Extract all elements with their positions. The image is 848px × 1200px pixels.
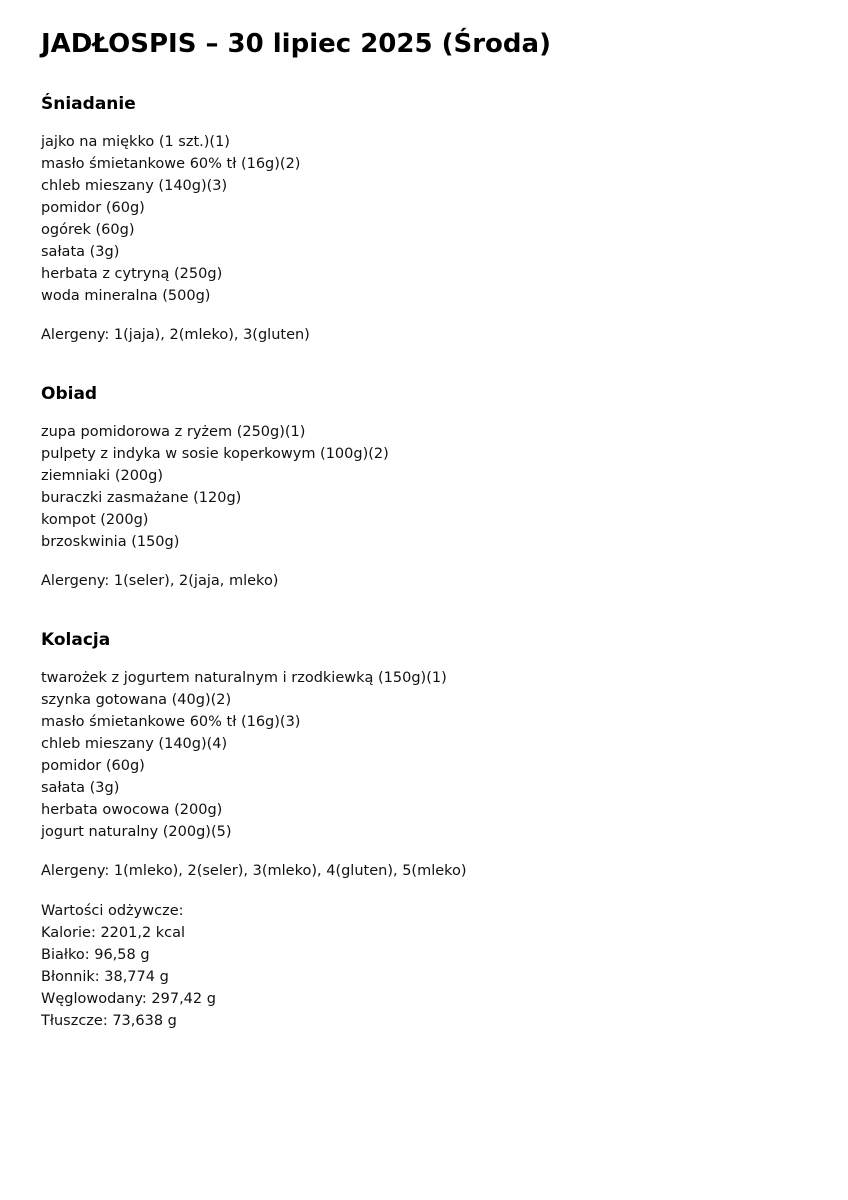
meal-items: [41, 667, 848, 843]
nutrition-value: Błonnik: 38,774 g: [41, 969, 169, 985]
list-item: ziemniaki (200g): [41, 468, 164, 484]
meal-items: [41, 421, 848, 553]
nutrition-value: Białko: 96,58 g: [41, 947, 150, 963]
list-item: pomidor (60g): [41, 758, 145, 774]
list-item: buraczki zasmażane (120g): [41, 490, 242, 506]
meal-section: [41, 93, 848, 346]
nutrition-heading: Wartości odżywcze:: [41, 903, 184, 919]
nutrition-value: Tłuszcze: 73,638 g: [41, 1013, 177, 1029]
meal-heading: Kolacja: [41, 630, 111, 650]
list-item: jajko na miękko (1 szt.)(1): [41, 134, 230, 150]
meal-section: [41, 629, 848, 882]
list-item: szynka gotowana (40g)(2): [41, 692, 232, 708]
list-item: herbata z cytryną (250g): [41, 266, 223, 282]
meal-heading: Śniadanie: [41, 94, 136, 114]
nutrition-section: [41, 900, 848, 1032]
allergens-note: Alergeny: 1(mleko), 2(seler), 3(mleko), 4(gluten), 5(mleko): [41, 863, 467, 879]
list-item: herbata owocowa (200g): [41, 802, 223, 818]
meal-heading: Obiad: [41, 384, 98, 404]
nutrition-value: Węglowodany: 297,42 g: [41, 991, 216, 1007]
meals: [41, 93, 848, 882]
page-title: JADŁOSPIS – 30 lipiec 2025 (Środa): [41, 29, 551, 59]
list-item: masło śmietankowe 60% tł (16g)(2): [41, 156, 301, 172]
list-item: zupa pomidorowa z ryżem (250g)(1): [41, 424, 306, 440]
list-item: ogórek (60g): [41, 222, 135, 238]
allergens-note: Alergeny: 1(seler), 2(jaja, mleko): [41, 573, 279, 589]
list-item: jogurt naturalny (200g)(5): [41, 824, 232, 840]
list-item: masło śmietankowe 60% tł (16g)(3): [41, 714, 301, 730]
list-item: chleb mieszany (140g)(4): [41, 736, 228, 752]
list-item: pomidor (60g): [41, 200, 145, 216]
list-item: sałata (3g): [41, 780, 120, 796]
meal-section: [41, 383, 848, 592]
nutrition-value: Kalorie: 2201,2 kcal: [41, 925, 186, 941]
list-item: brzoskwinia (150g): [41, 534, 180, 550]
meal-items: [41, 131, 848, 307]
list-item: sałata (3g): [41, 244, 120, 260]
list-item: twarożek z jogurtem naturalnym i rzodkiewką (150g)(1): [41, 670, 447, 686]
list-item: pulpety z indyka w sosie koperkowym (100g)(2): [41, 446, 389, 462]
allergens-note: Alergeny: 1(jaja), 2(mleko), 3(gluten): [41, 327, 310, 343]
list-item: kompot (200g): [41, 512, 149, 528]
list-item: chleb mieszany (140g)(3): [41, 178, 228, 194]
list-item: woda mineralna (500g): [41, 288, 211, 304]
